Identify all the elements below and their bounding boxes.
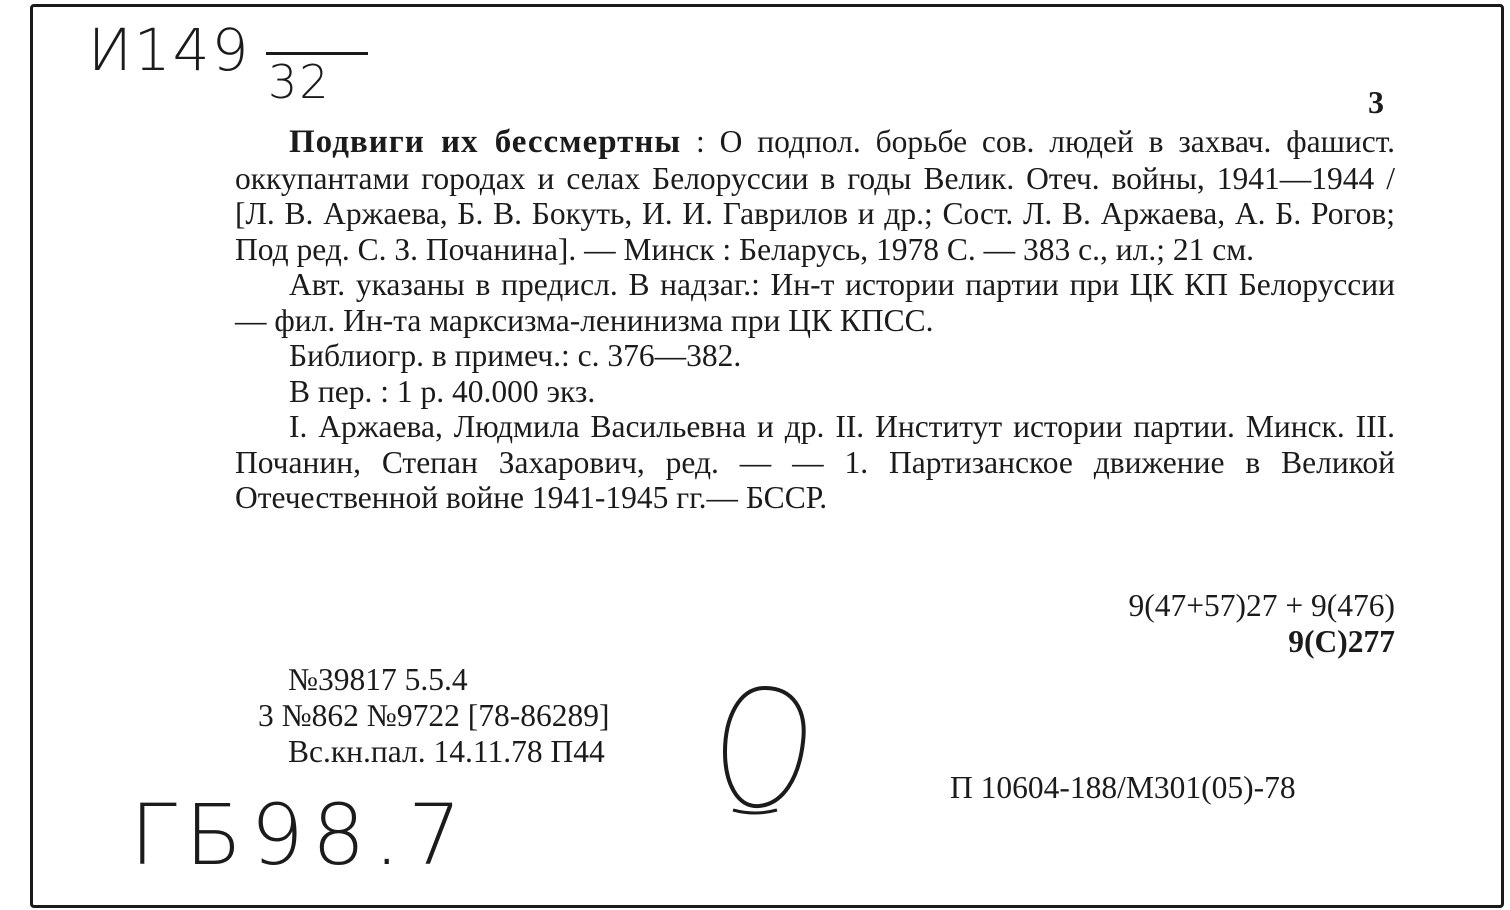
publisher-code: П 10604-188/М301(05)-78 <box>950 770 1296 805</box>
note-bibliography: Библиогр. в примеч.: с. 376—382. <box>289 338 742 373</box>
registry-line-2: 3 №862 №9722 [78-86289] <box>258 698 610 733</box>
entry-description: : О подпол. борьбе сов. людей в захвач. фашист. оккупантами городах и селах Белоруссии в годы Велик. Отеч. войны, 1941—1944 / [Л. В. Аржаева, Б. В. Бокуть, И. И. Гаврилов и др.; Сост. Л. В. Аржаева, А. Б. Рогов; Под ред. С. З. Почанина]. — Минск : Беларусь, 1978 С. — 383 с., ил.; 21 см. <box>235 124 1396 267</box>
handwritten-shelfmark: И149 <box>88 16 251 84</box>
note-authors: Авт. указаны в предисл. В надзаг.: Ин-т истории партии при ЦК КП Белоруссии — фил. Ин-та марксизма-ленинизма при ЦК КПСС. <box>235 267 1395 338</box>
classification-line-1: 9(47+57)27 + 9(476) <box>1128 588 1395 623</box>
card-body <box>235 124 1395 516</box>
classification-line-2: 9(С)277 <box>1288 624 1395 659</box>
classification-codes <box>1129 588 1396 660</box>
handwritten-shelfmark-sub: 32 <box>268 55 331 109</box>
entry-paragraph <box>235 124 1395 267</box>
registry-line-1: №39817 5.5.4 <box>288 662 468 697</box>
entry-title: Подвиги их бессмертны <box>289 124 682 160</box>
oval-stamp-mark <box>715 682 815 822</box>
registry-line-3: Вс.кн.пал. 14.11.78 П44 <box>288 734 605 769</box>
handwritten-call-number: ГБ98.7 <box>130 786 470 884</box>
subject-headings: I. Аржаева, Людмила Васильевна и др. II. Институт истории партии. Минск. III. Почанин, Степан Захарович, ред. — — 1. Партизанское движение в Великой Отечественной войне 1941-1945 гг.— БССР. <box>235 409 1395 515</box>
registry-numbers <box>258 662 609 770</box>
page-number: 3 <box>1368 84 1384 120</box>
note-price: В пер. : 1 р. 40.000 экз. <box>289 373 596 409</box>
